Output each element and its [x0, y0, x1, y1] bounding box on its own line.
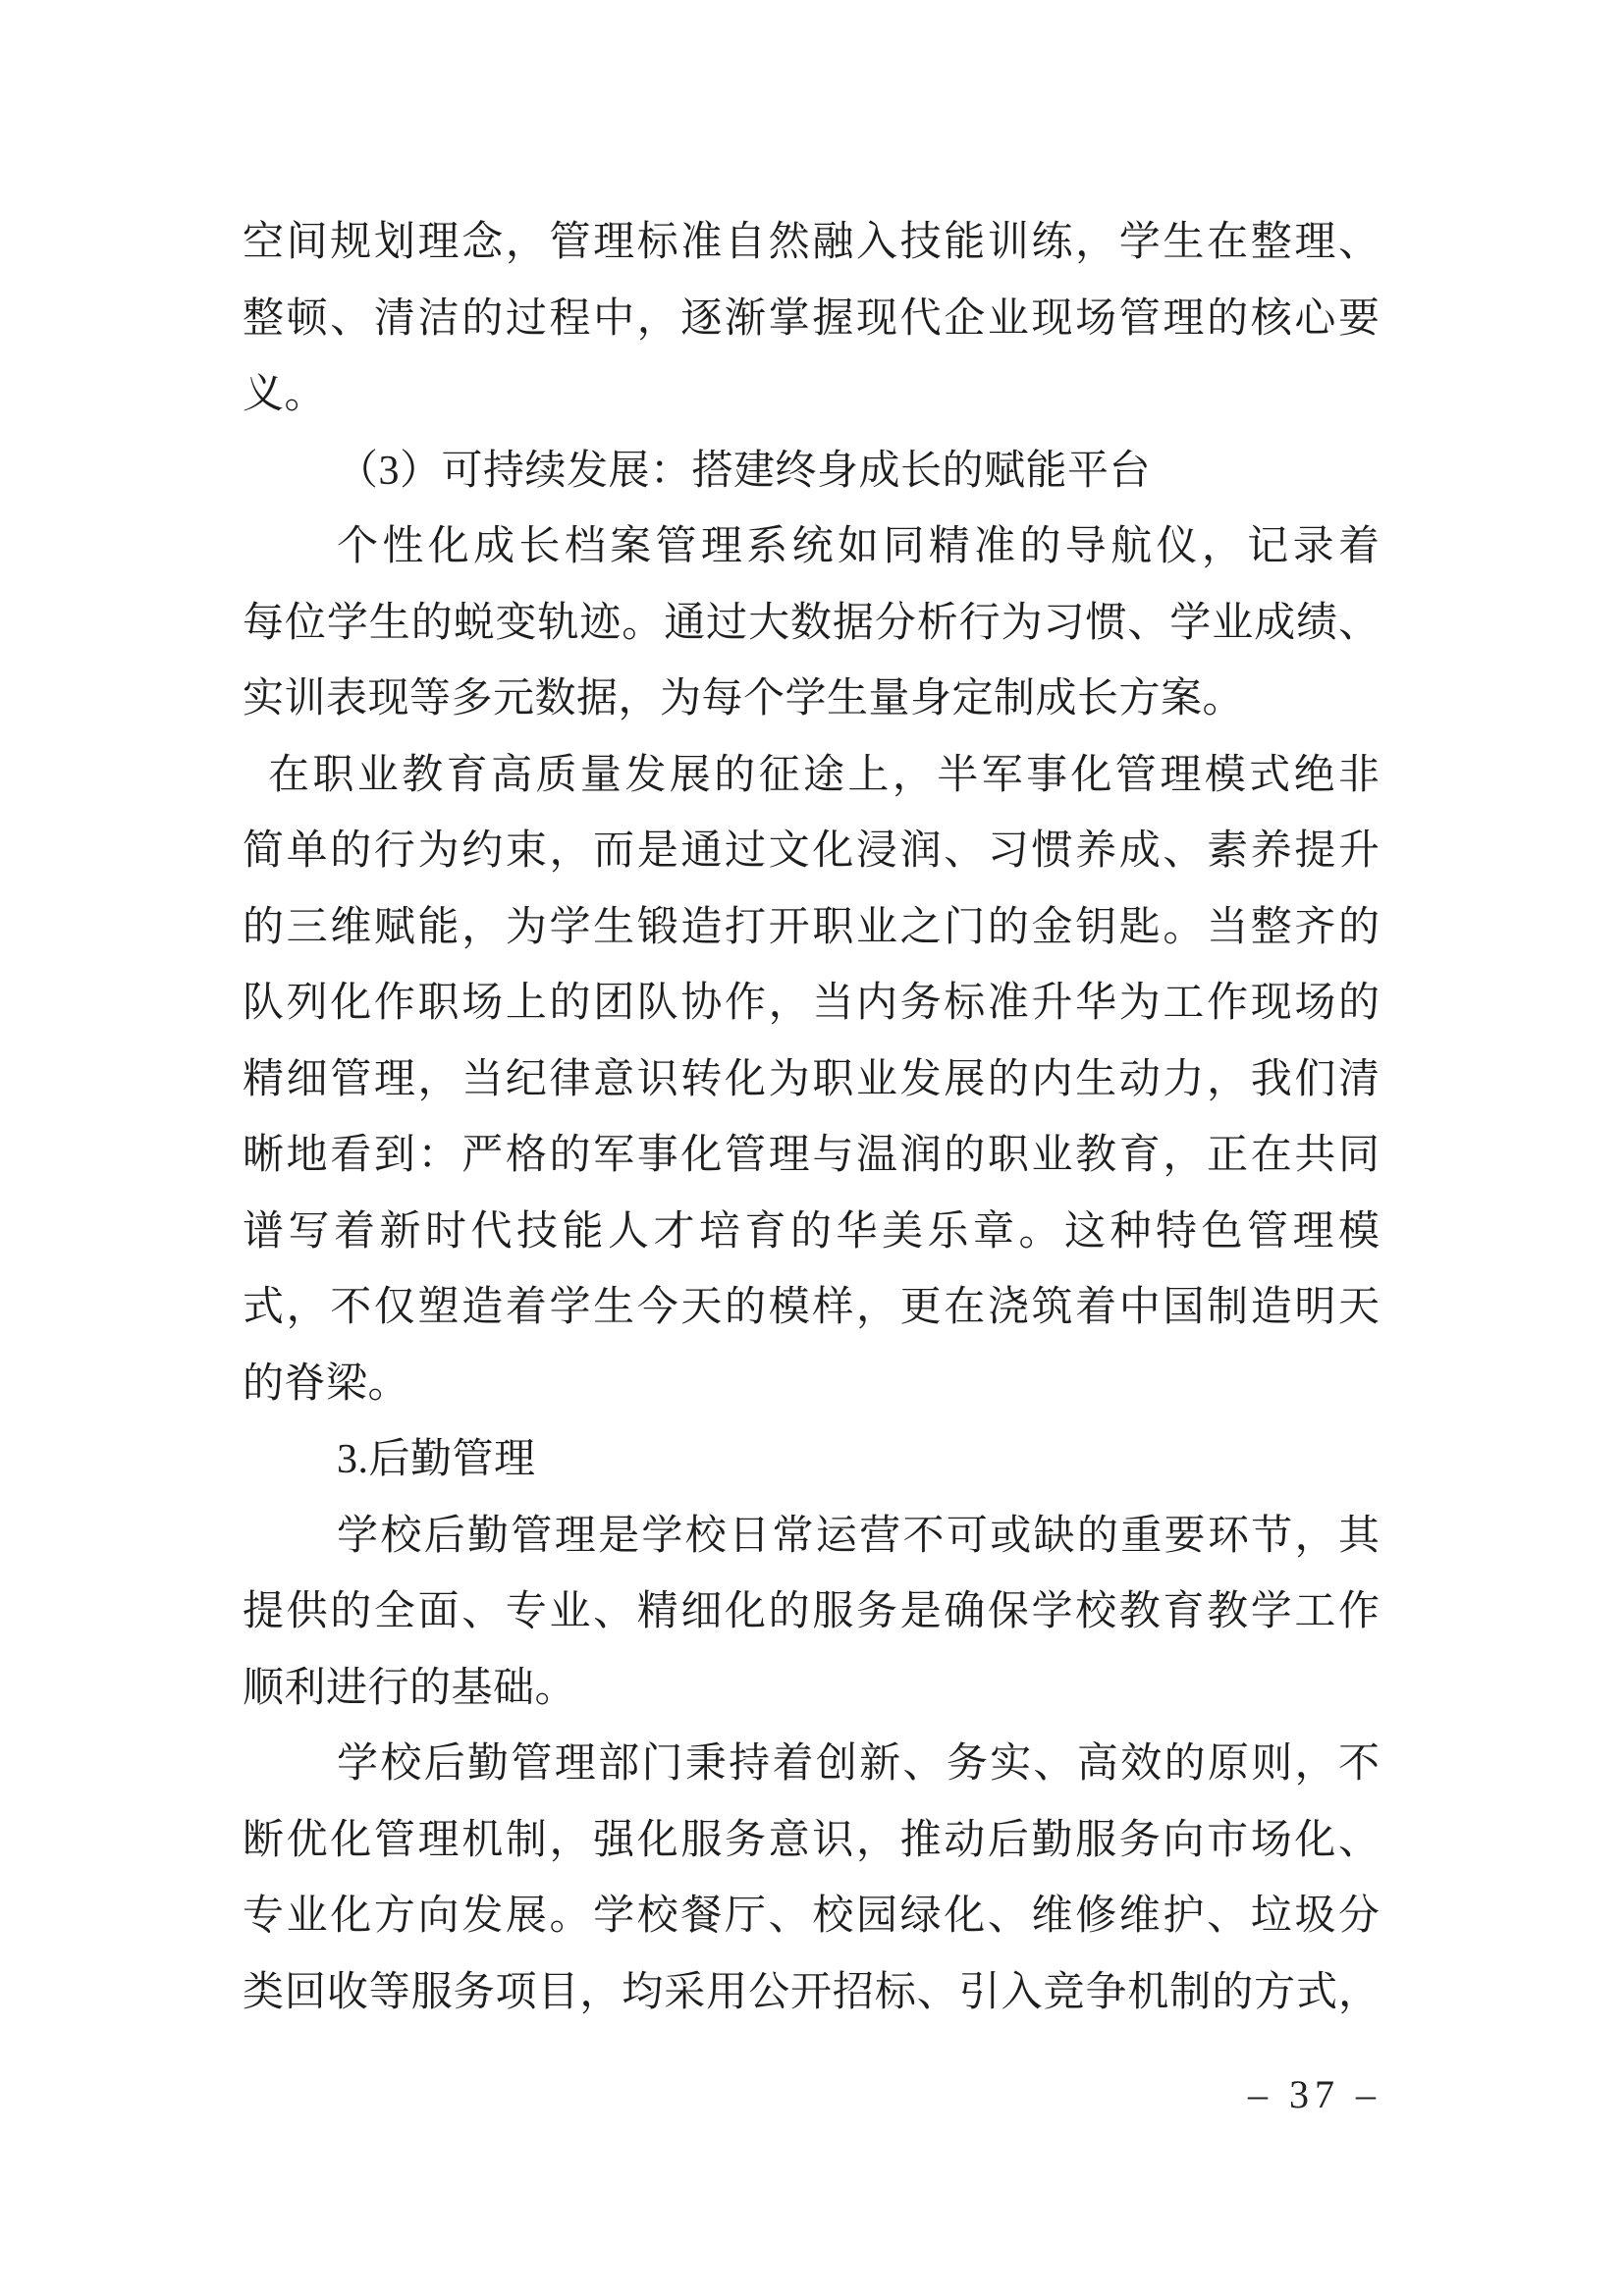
text-line: 精细管理，当纪律意识转化为职业发展的内生动力，我们清 [243, 1056, 1380, 1102]
text-line: 简单的行为约束，而是通过文化浸润、习惯养成、素养提升 [243, 828, 1380, 874]
text-line: 3.后勤管理 [337, 1437, 536, 1482]
text-line: 断优化管理机制，强化服务意识，推动后勤服务向市场化、 [243, 1817, 1380, 1863]
text-line: 顺利进行的基础。 [243, 1665, 577, 1711]
text-line: 的脊梁。 [243, 1361, 410, 1407]
page-number: – 37 – [1248, 2072, 1381, 2116]
text-line: 谱写着新时代技能人才培育的华美乐章。这种特色管理模 [243, 1208, 1380, 1255]
text-line: （3）可持续发展：搭建终身成长的赋能平台 [337, 448, 1152, 494]
text-line: 类回收等服务项目，均采用公开招标、引入竞争机制的方式， [243, 1969, 1380, 2015]
text-line: 式，不仅塑造着学生今天的模样，更在浇筑着中国制造明天 [243, 1285, 1380, 1330]
text-line: 队列化作职场上的团队协作，当内务标准升华为工作现场的 [243, 981, 1380, 1026]
text-line: 学校后勤管理是学校日常运营不可或缺的重要环节，其 [337, 1513, 1380, 1559]
text-line: 专业化方向发展。学校餐厅、校园绿化、维修维护、垃圾分 [243, 1894, 1380, 1939]
text-line: 在职业教育高质量发展的征途上，半军事化管理模式绝非 [268, 752, 1380, 798]
text-line: 空间规划理念，管理标准自然融入技能训练，学生在整理、 [243, 220, 1380, 265]
text-line: 晰地看到：严格的军事化管理与温润的职业教育，正在共同 [243, 1133, 1380, 1178]
text-line: 实训表现等多元数据，为每个学生量身定制成长方案。 [243, 676, 1245, 721]
text-line: 提供的全面、专业、精细化的服务是确保学校教育教学工作 [243, 1589, 1380, 1634]
text-line: 的三维赋能，为学生锻造打开职业之门的金钥匙。当整齐的 [243, 904, 1380, 950]
text-line: 义。 [243, 372, 327, 417]
text-line: 每位学生的蜕变轨迹。通过大数据分析行为习惯、学业成绩、 [243, 600, 1380, 646]
text-line: 学校后勤管理部门秉持着创新、务实、高效的原则，不 [337, 1741, 1380, 1787]
text-line: 整顿、清洁的过程中，逐渐掌握现代企业现场管理的核心要 [243, 295, 1380, 342]
document-body [243, 205, 1380, 2031]
text-line: 个性化成长档案管理系统如同精准的导航仪，记录着 [337, 524, 1380, 569]
